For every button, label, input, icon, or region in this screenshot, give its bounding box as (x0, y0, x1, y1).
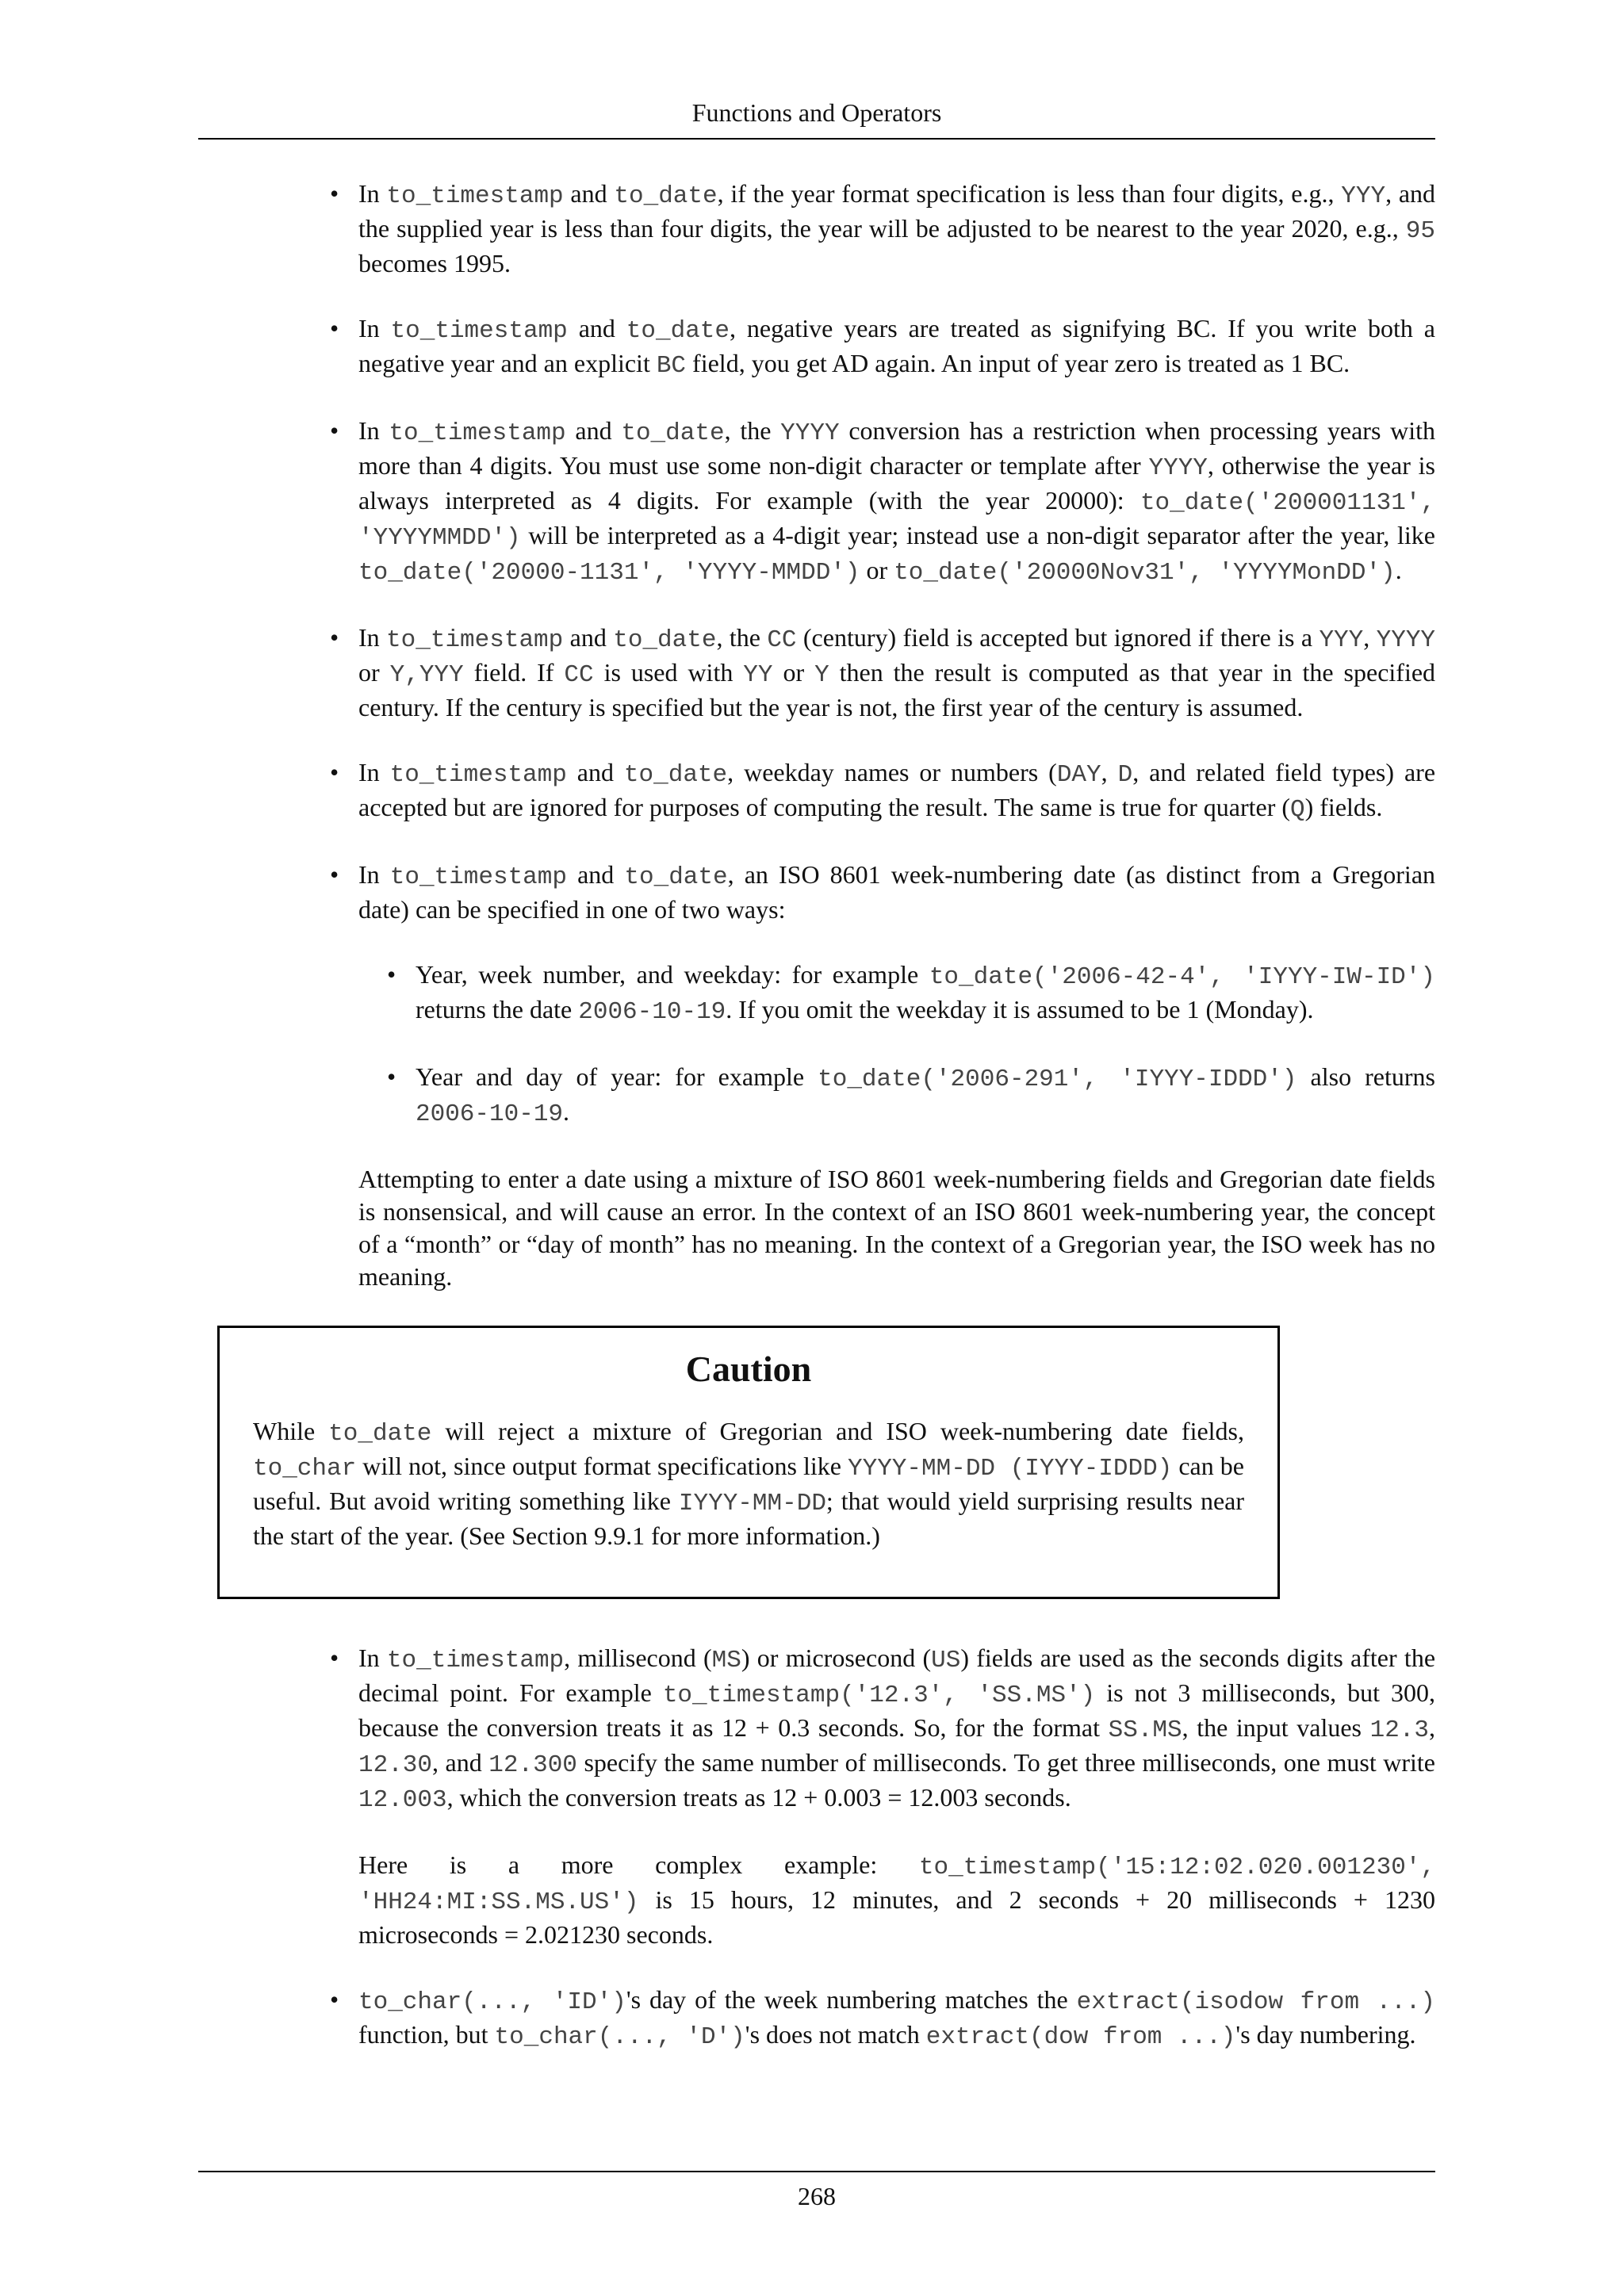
sub-list-item-day-of-year: • Year and day of year: for example to_date('2006-291', 'IYYY-IDDD') also returns 2006-10-19. (387, 1061, 1435, 1131)
list-item-ms-us-fields: • In to_timestamp, millisecond (MS) or microsecond (US) fields are used as the seconds digits after the decimal point. For example to_timestamp('12.3', 'SS.MS') is not 3 milliseconds, but 300, because the conversion treats it as 12 + 0.3 seconds. So, for the format SS.MS, the input values 12.3, 12.30, and 12.300 specify the same number of milliseconds. To get three milliseconds, one must write 12.003, which the conversion treats as 12 + 0.003 = 12.003 seconds. Here is a more complex example: to_timestamp('15:12:02.020.001230', 'HH24:MI:SS.MS.US') is 15 hours, 12 minutes, and 2 seconds + 20 milliseconds + 1230 microseconds = 2.021230 seconds. (330, 1642, 1435, 1951)
sub-list-item-week-weekday: • Year, week number, and weekday: for example to_date('2006-42-4', 'IYYY-IW-ID') returns the date 2006-10-19. If you omit the weekday it is assumed to be 1 (Monday). (387, 959, 1435, 1028)
list-item-day-numbering: • to_char(..., 'ID')'s day of the week numbering matches the extract(isodow from ...) function, but to_char(..., 'D')'s does not match extract(dow from ...)'s day numbering. (330, 1984, 1435, 2053)
page-number: 268 (798, 2182, 836, 2210)
caution-title: Caution (685, 1349, 812, 1389)
caution-box (217, 1326, 1280, 1599)
list-item-yyyy-restriction: • In to_timestamp and to_date, the YYYY conversion has a restriction when processing years with more than 4 digits. You must use some non-digit character or template after YYYY, otherwise the year is always interpreted as 4 digits. For example (with the year 20000): to_date('200001131', 'YYYYMMDD') will be interpreted as a 4-digit year; instead use a non-digit separator after the year, like to_date('20000-1131', 'YYYY-MMDD') or to_date('20000Nov31', 'YYYYMonDD'). (330, 415, 1435, 589)
caution-body: While to_date will reject a mixture of Gregorian and ISO week-numbering date fields, to_char will not, since output format specifications like YYYY-MM-DD (IYYY-IDDD) can be useful. But avoid writing something like IYYY-MM-DD; that would yield surprising results near the start of the year. (See Section 9.9.1 for more information.) (253, 1417, 1245, 1550)
footer-rule (198, 2171, 1435, 2172)
page-content (253, 178, 1436, 2086)
running-header: Functions and Operators (691, 98, 942, 127)
header-rule (198, 138, 1435, 140)
complex-example-paragraph: Here is a more complex example: to_timestamp('15:12:02.020.001230', 'HH24:MI:SS.MS.US') is 15 hours, 12 minutes, and 2 seconds + 20 milliseconds + 1230 microseconds = 2.021230 seconds. (358, 1850, 1435, 1949)
sub-list (358, 959, 1435, 1131)
list-item-negative-years: • In to_timestamp and to_date, negative years are treated as signifying BC. If you write both a negative year and an explicit BC field, you get AD again. An input of year zero is treated as 1 BC. (330, 312, 1435, 382)
mixture-paragraph: Attempting to enter a date using a mixture of ISO 8601 week-numbering fields and Gregorian date fields is nonsensical, and will cause an error. In the context of an ISO 8601 week-numbering year, the concept of a “month” or “day of month” has no meaning. In the context of a Gregorian year, the ISO week has no meaning. (358, 1165, 1435, 1291)
list-item-weekday-names: • In to_timestamp and to_date, weekday names or numbers (DAY, D, and related field types) are accepted but are ignored for purposes of computing the result. The same is true for quarter (Q) fields. (330, 756, 1435, 826)
list-item-iso-week-date: • In to_timestamp and to_date, an ISO 8601 week-numbering date (as distinct from a Gregorian date) can be specified in one of two ways: • Year, week number, and weekday: for example to_date('2006-42-4', 'IYYY-IW-ID') returns the date 2006-10-19. If you omit the weekday it is assumed to be 1 (Monday). • Year and day of year: for example to_date('2006-291', 'IYYY-IDDD') also returns 2006-10-19. Attempting to enter a date using a mixture of ISO 8601 week-numbering fields and Gregorian date fields is nonsensical, and will cause an error. In the context of an ISO 8601 week-numbering year, the concept of a “month” or “day of month” has no meaning. In the context of a Gregorian year, the ISO week has no meaning. (330, 859, 1435, 1293)
list-item-century-field: • In to_timestamp and to_date, the CC (century) field is accepted but ignored if there is a YYY, YYYY or Y,YYY field. If CC is used with YY or Y then the result is computed as that year in the specified century. If the century is specified but the year is not, the first year of the century is assumed. (330, 622, 1435, 724)
list-item-year-digits: • In to_timestamp and to_date, if the year format specification is less than four digits, e.g., YYY, and the supplied year is less than four digits, the year will be adjusted to be nearest to the year 2020, e.g., 95 becomes 1995. (330, 178, 1435, 280)
